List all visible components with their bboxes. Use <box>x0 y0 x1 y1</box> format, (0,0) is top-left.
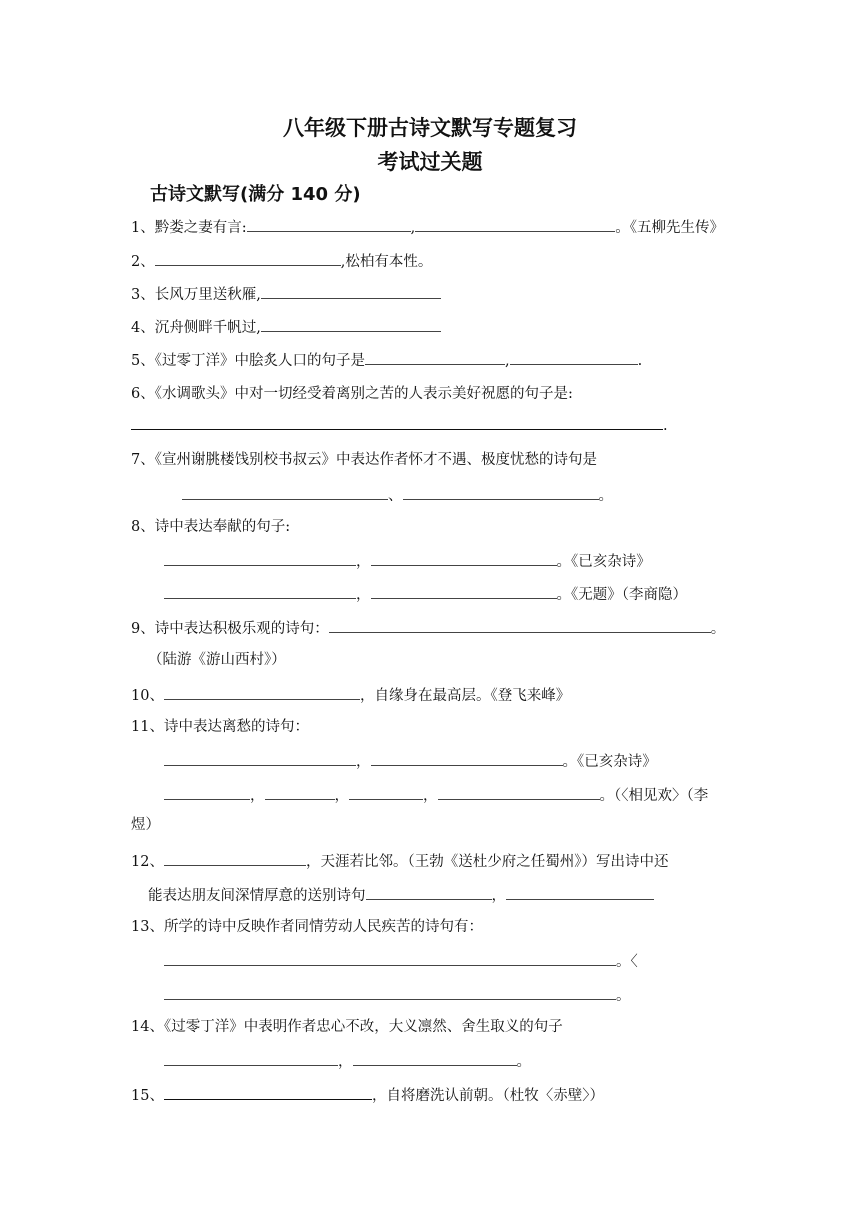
question-13-line-1 <box>164 950 638 972</box>
question-13-line-2 <box>164 984 631 1006</box>
answer-blank[interactable] <box>164 784 250 800</box>
question-1 <box>131 216 724 238</box>
question-11 <box>131 717 309 737</box>
answer-blank[interactable] <box>371 750 563 766</box>
q-source: 。《五柳先生传》 <box>615 220 724 236</box>
q-text: 长风万里送秋雁, <box>154 287 261 303</box>
question-7-answers <box>182 484 613 506</box>
q-text: 。 <box>516 1054 531 1070</box>
question-8-line-1 <box>164 550 651 572</box>
question-12 <box>131 850 668 872</box>
answer-blank[interactable] <box>247 216 411 232</box>
q-text: 。 <box>616 988 631 1004</box>
q-number: 8、 <box>131 519 155 535</box>
q-number: 13、 <box>131 919 164 935</box>
q-number: 6、 <box>131 386 155 402</box>
question-15 <box>131 1084 604 1106</box>
question-13 <box>131 917 483 937</box>
answer-blank[interactable] <box>506 884 654 900</box>
q-number: 12、 <box>131 854 164 870</box>
q-text: 所学的诗中反映作者同情劳动人民疾苦的诗句有： <box>163 919 483 935</box>
q-text: 《过零丁洋》中脍炙人口的句子是 <box>154 353 365 369</box>
answer-blank[interactable] <box>371 550 557 566</box>
question-10 <box>131 684 570 706</box>
question-3 <box>131 283 441 305</box>
q-text: ， <box>491 888 506 904</box>
q-text: 《过零丁洋》中表明作者忠心不改，大义凛然、舍生取义的句子 <box>163 1019 563 1035</box>
answer-blank[interactable] <box>371 583 557 599</box>
answer-blank[interactable] <box>349 784 423 800</box>
question-14 <box>131 1017 563 1037</box>
q-number: 15、 <box>131 1088 164 1104</box>
question-11-line-2 <box>164 784 708 806</box>
q-text: 诗中表达积极乐观的诗句： <box>154 621 329 637</box>
answer-blank[interactable] <box>261 283 441 299</box>
question-7 <box>131 450 597 470</box>
q-text: ，自将磨洗认前朝。（杜牧〈赤壁〉） <box>371 1088 604 1104</box>
answer-blank[interactable] <box>353 1050 517 1066</box>
doc-subtitle: 考试过关题 <box>377 150 483 174</box>
q-source: 煜） <box>131 817 160 833</box>
answer-blank[interactable] <box>366 884 492 900</box>
question-9-source <box>148 650 286 670</box>
q-number: 3、 <box>131 287 155 303</box>
q-text: ， <box>334 788 349 804</box>
q-source: 。（〈相见欢〉（李 <box>599 788 709 804</box>
q-number: 4、 <box>131 320 155 336</box>
q-text: 沉舟侧畔千帆过, <box>154 320 261 336</box>
answer-blank[interactable] <box>438 784 600 800</box>
q-number: 2、 <box>131 254 155 270</box>
q-number: 9、 <box>131 621 155 637</box>
q-text: ， <box>356 554 371 570</box>
question-6-answer-line <box>131 414 668 436</box>
question-8 <box>131 517 290 537</box>
q-text: 。 <box>598 488 613 504</box>
q-number: 10、 <box>131 688 164 704</box>
q-number: 14、 <box>131 1019 164 1035</box>
answer-blank[interactable] <box>265 784 335 800</box>
q-source: （陆游《游山西村》） <box>148 652 286 668</box>
q-text: . <box>663 418 668 434</box>
answer-blank[interactable] <box>365 349 505 365</box>
q-text: 黔娄之妻有言: <box>154 220 247 236</box>
answer-blank[interactable] <box>164 1084 372 1100</box>
answer-blank[interactable] <box>164 950 616 966</box>
q-text: 能表达朋友间深情厚意的送别诗句 <box>148 888 366 904</box>
q-text: , <box>504 353 510 369</box>
question-4 <box>131 316 441 338</box>
q-text: ， <box>250 788 265 804</box>
question-2 <box>131 250 432 272</box>
q-text: ， <box>338 1054 353 1070</box>
section-heading: 古诗文默写(满分 140 分) <box>150 184 361 205</box>
q-text: ,松柏有本性。 <box>340 254 433 270</box>
q-number: 11、 <box>131 719 164 735</box>
q-number: 1、 <box>131 220 155 236</box>
question-12-line-2 <box>148 884 654 906</box>
q-number: 5、 <box>131 353 155 369</box>
answer-blank[interactable] <box>164 750 356 766</box>
answer-blank[interactable] <box>164 684 360 700</box>
q-source: 。《无题》（李商隐） <box>556 587 687 603</box>
question-6 <box>131 384 573 404</box>
question-9 <box>131 617 725 639</box>
q-text: 。 <box>710 621 726 637</box>
question-11-line-1 <box>164 750 657 772</box>
q-source: 。《已亥杂诗》 <box>562 754 657 770</box>
q-text: 《水调歌头》中对一切经受着离别之苦的人表示美好祝愿的句子是: <box>154 386 573 402</box>
answer-blank[interactable] <box>329 617 711 633</box>
answer-blank[interactable] <box>182 484 388 500</box>
answer-blank[interactable] <box>261 316 441 332</box>
q-text: . <box>637 353 643 369</box>
question-5 <box>131 349 642 371</box>
q-text: ，自缘身在最高层。《登飞来峰》 <box>359 688 571 704</box>
q-source: 。《已亥杂诗》 <box>556 554 651 570</box>
q-text: , <box>410 220 416 236</box>
answer-blank[interactable] <box>403 484 599 500</box>
q-text: 诗中表达奉献的句子: <box>154 519 291 535</box>
answer-blank[interactable] <box>131 414 663 430</box>
q-text: ， <box>423 788 438 804</box>
answer-blank[interactable] <box>164 984 616 1000</box>
q-text: 诗中表达离愁的诗句： <box>163 719 309 735</box>
answer-blank[interactable] <box>415 216 615 232</box>
q-text: 《宣州谢朓楼饯别校书叔云》中表达作者怀才不遇、极度忧愁的诗句是 <box>154 452 597 468</box>
answer-blank[interactable] <box>164 1050 338 1066</box>
answer-blank[interactable] <box>164 850 306 866</box>
answer-blank[interactable] <box>155 250 341 266</box>
answer-blank[interactable] <box>164 550 356 566</box>
q-text: 。〈 <box>616 954 638 970</box>
q-text: ， <box>356 587 371 603</box>
answer-blank[interactable] <box>164 583 356 599</box>
q-number: 7、 <box>131 452 155 468</box>
question-8-line-2 <box>164 583 687 605</box>
answer-blank[interactable] <box>510 349 638 365</box>
doc-title: 八年级下册古诗文默写专题复习 <box>283 116 577 140</box>
question-11-source-cont <box>131 815 160 835</box>
question-14-answers <box>164 1050 531 1072</box>
q-text: ， <box>356 754 371 770</box>
q-text: 、 <box>388 488 403 504</box>
q-text: ，天涯若比邻。（王勃《送杜少府之任蜀州》）写出诗中还 <box>305 854 669 870</box>
